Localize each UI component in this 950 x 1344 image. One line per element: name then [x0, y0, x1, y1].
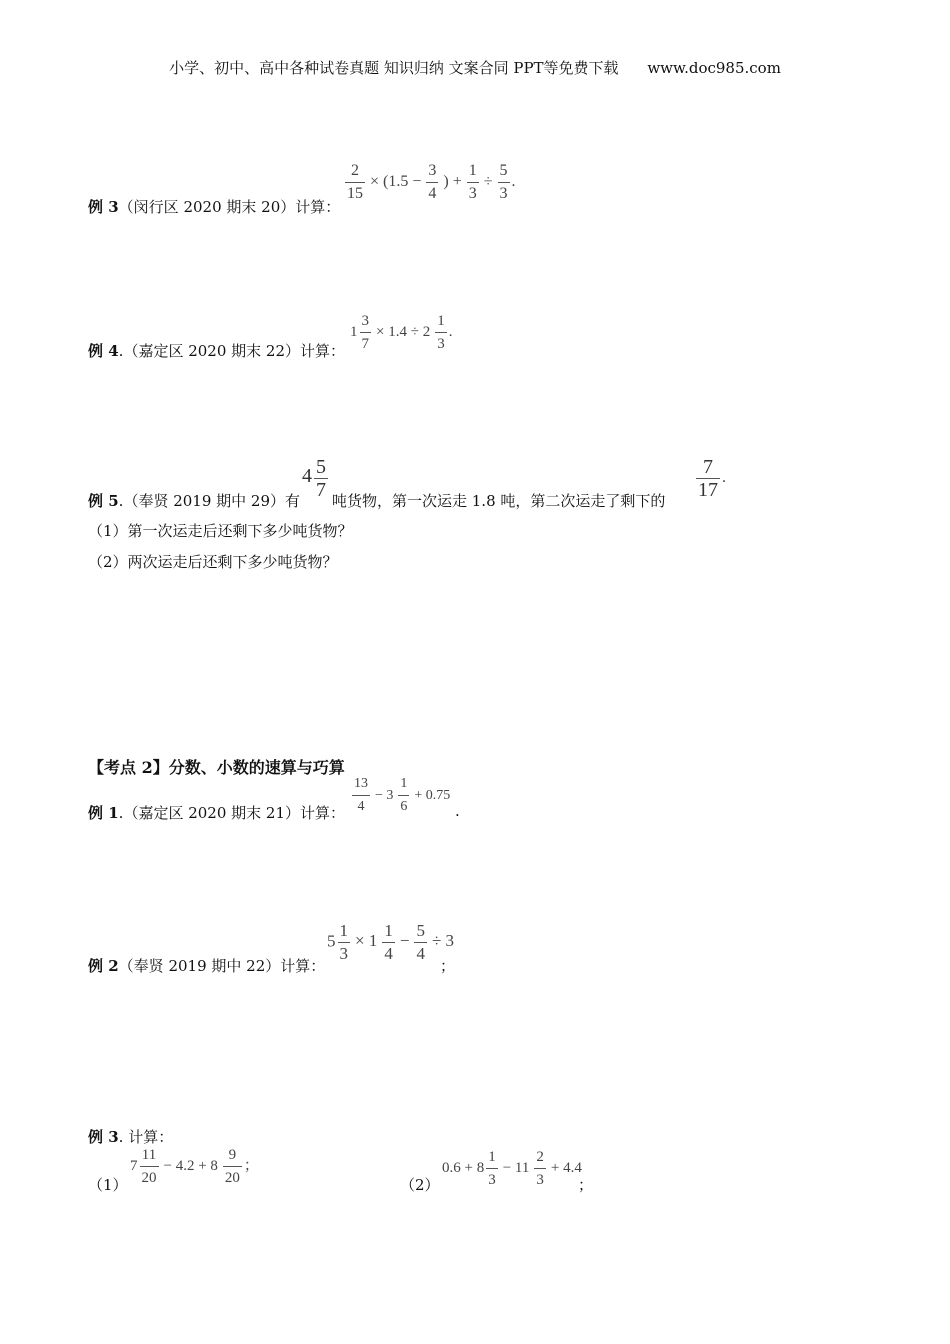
fraction: $\frac{1}{4}$: [384, 921, 393, 963]
example-source: .（嘉定区 2020 期末 21）计算：: [118, 804, 346, 822]
example-5-fraction: $\frac{7}{17}$ .: [698, 456, 726, 501]
example-label: 例 2: [88, 957, 119, 975]
example-source: . 计算：: [118, 1128, 174, 1146]
fraction: $\frac{1}{3}$: [339, 921, 348, 963]
example-source: .（嘉定区 2020 期末 22）计算：: [118, 342, 346, 360]
fraction: $\frac{5}{7}$: [316, 456, 326, 501]
header-url[interactable]: www.doc985.com: [647, 59, 781, 77]
fraction: $\frac{11}{20}$: [140, 1144, 159, 1189]
question-1: （1）第一次运走后还剩下多少吨货物？: [88, 522, 353, 540]
example-label: 例 1: [88, 804, 119, 822]
fraction: $\frac{3}{7}$: [360, 310, 372, 355]
example-label: 例 5: [88, 492, 119, 510]
part-2-formula: 0.6 + 8 $\frac{1}{3}$ − 11 $\frac{2}{3}$ + 4.4: [442, 1146, 585, 1191]
fraction: $\frac{5}{4}$: [416, 921, 425, 963]
section-title: 【考点 2】分数、小数的速算与巧算: [88, 758, 345, 777]
example-5-line: [88, 490, 300, 511]
part-2-label: （2）: [400, 1176, 440, 1194]
fraction: $\frac{7}{17}$: [698, 456, 718, 501]
header-text: 小学、初中、高中各种试卷真题 知识归纳 文案合同 PPT等免费下载: [169, 59, 619, 77]
example-5-text: 吨货物，第一次运走 1.8 吨，第二次运走了剩下的: [332, 492, 666, 510]
section2-example-2-line: [88, 955, 325, 976]
fraction: $\frac{2}{15}$: [347, 162, 363, 202]
part-1-formula: 7 $\frac{11}{20}$ − 4.2 + 8 $\frac{9}{20}$ ；: [130, 1144, 259, 1189]
section2-example-1-line: [88, 802, 345, 823]
fraction: $\frac{1}{3}$: [468, 162, 477, 202]
fraction: $\frac{1}{3}$: [486, 1146, 498, 1191]
semicolon: ；: [578, 1176, 594, 1194]
example-4-line: [88, 340, 345, 361]
fraction: $\frac{3}{4}$: [428, 162, 437, 202]
example-5-mixed-number: 4 $\frac{5}{7}$: [302, 456, 326, 501]
fraction: $\frac{1}{6}$: [398, 773, 409, 818]
section2-example-1-formula: $\frac{13}{4}$ − 3 $\frac{1}{6}$ + 0.75: [350, 773, 453, 818]
example-label: 例 3: [88, 1128, 119, 1146]
page-header: [0, 57, 950, 78]
example-source: （奉贤 2019 期中 22）计算：: [118, 957, 326, 975]
fraction: $\frac{5}{3}$: [499, 162, 508, 202]
part-1-label: （1）: [88, 1176, 128, 1194]
section2-example-2-formula: 5 $\frac{1}{3}$ × 1 $\frac{1}{4}$ − $\frac{5}{4}$ ÷ 3: [327, 921, 455, 963]
example-4-formula: 1 $\frac{3}{7}$ × 1.4 ÷ 2 $\frac{1}{3}$ .: [350, 310, 452, 355]
example-label: 例 3: [88, 198, 119, 216]
period: .: [455, 802, 460, 820]
fraction: $\frac{13}{4}$: [352, 773, 370, 818]
semicolon: ；: [440, 957, 456, 975]
question-2: （2）两次运走后还剩下多少吨货物？: [88, 553, 338, 571]
example-3-line: [88, 196, 340, 217]
example-source: .（奉贤 2019 期中 29）有: [118, 492, 301, 510]
example-3-formula: $\frac{2}{15}$ × (1.5 − $\frac{3}{4}$ ) + $\frac{1}{3}$ ÷ $\frac{5}{3}$ .: [343, 160, 516, 205]
fraction: $\frac{2}{3}$: [534, 1146, 546, 1191]
example-label: 例 4: [88, 342, 119, 360]
fraction: $\frac{9}{20}$: [223, 1144, 242, 1189]
example-source: （闵行区 2020 期末 20）计算：: [118, 198, 341, 216]
fraction: $\frac{1}{3}$: [435, 310, 447, 355]
